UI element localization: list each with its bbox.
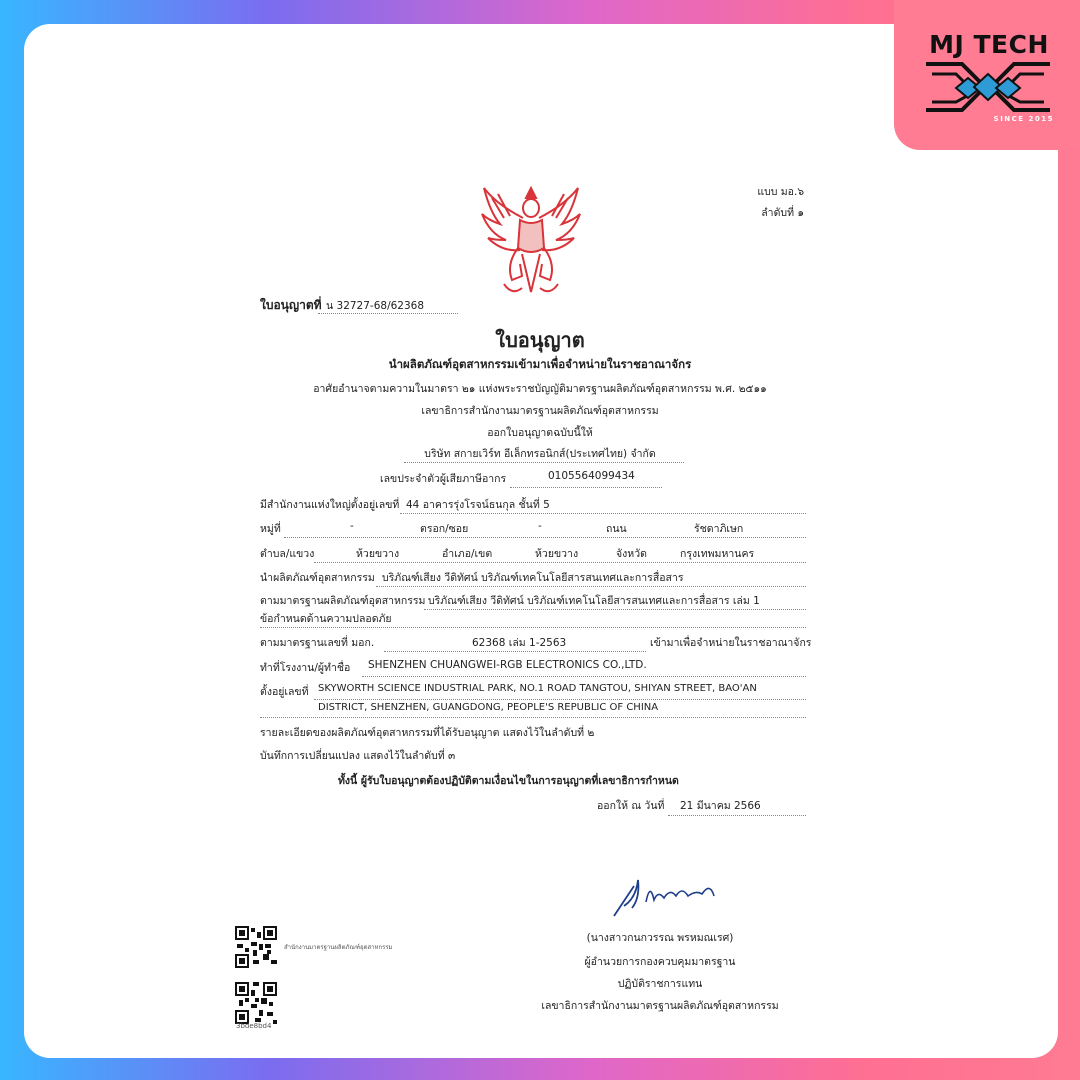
date-value: 21 มีนาคม 2566 <box>680 800 761 812</box>
moo-line <box>284 537 806 538</box>
license-number-label: ใบอนุญาตที่ <box>260 298 322 312</box>
form-number: แบบ มอ.๖ <box>757 186 804 198</box>
office-small-label: สำนักงานมาตรฐานผลิตภัณฑ์อุตสาหกรรม <box>284 944 393 951</box>
company-line <box>404 462 684 463</box>
tis-label: ตามมาตรฐานเลขที่ มอก. <box>260 637 375 649</box>
standard-line <box>424 609 806 610</box>
subdistrict-value: ห้วยขวาง <box>356 548 400 560</box>
signatory-position-3: เลขาธิการสำนักงานมาตรฐานผลิตภัณฑ์อุตสาหกรรม <box>541 1000 779 1012</box>
license-title: ใบอนุญาต <box>495 328 585 352</box>
tax-id-line <box>510 487 662 488</box>
factory-line <box>362 676 806 677</box>
moo-value: - <box>350 520 354 532</box>
product-value: บริภัณฑ์เสียง วีดิทัศน์ บริภัณฑ์เทคโนโลยีสารสนเทศและการสื่อสาร <box>382 572 684 584</box>
brand-since: SINCE 2015 <box>993 115 1054 123</box>
signatory-position-2: ปฏิบัติราชการแทน <box>617 978 703 990</box>
authority-line: อาศัยอำนาจตามความในมาตรา ๒๑ แห่งพระราชบัญญัติมาตรฐานผลิตภัณฑ์อุตสาหกรรม พ.ศ. ๒๕๑๑ <box>313 383 767 395</box>
soi-label: ตรอก/ซอย <box>420 523 469 535</box>
detail-line: รายละเอียดของผลิตภัณฑ์อุตสาหกรรมที่ได้รับอนุญาต แสดงไว้ในลำดับที่ ๒ <box>260 727 595 739</box>
hq-label: มีสำนักงานแห่งใหญ่ตั้งอยู่เลขที่ <box>260 499 400 511</box>
standard-line-2 <box>260 627 806 628</box>
secretary-line: เลขาธิการสำนักงานมาตรฐานผลิตภัณฑ์อุตสาหกรรม <box>421 405 659 417</box>
tax-id-value: 0105564099434 <box>548 470 635 482</box>
road-label: ถนน <box>606 523 627 535</box>
moo-label: หมู่ที่ <box>260 523 281 535</box>
factory-value: SHENZHEN CHUANGWEI-RGB ELECTRONICS CO.,LTD. <box>368 659 647 671</box>
hq-value: 44 อาคารรุ่งโรจน์ธนกุล ชั้นที่ 5 <box>406 499 550 511</box>
district-label: อำเภอ/เขต <box>442 548 493 560</box>
condition-line: ทั้งนี้ ผู้รับใบอนุญาตต้องปฏิบัติตามเงื่อนไขในการอนุญาตที่เลขาธิการกำหนด <box>338 775 679 787</box>
qr-code-icon <box>235 926 277 968</box>
tis-suffix: เข้ามาเพื่อจำหน่ายในราชอาณาจักร <box>650 637 812 649</box>
tis-line <box>384 651 646 652</box>
product-label: นำผลิตภัณฑ์อุตสาหกรรม <box>260 572 375 584</box>
address-line-2: DISTRICT, SHENZHEN, GUANGDONG, PEOPLE'S REPUBLIC OF CHINA <box>318 702 659 713</box>
license-subtitle: นำผลิตภัณฑ์อุตสาหกรรมเข้ามาเพื่อจำหน่ายในราชอาณาจักร <box>388 357 692 371</box>
subdistrict-label: ตำบล/แขวง <box>260 548 315 560</box>
standard-value-2: ข้อกำหนดด้านความปลอดภัย <box>260 613 392 625</box>
address-label: ตั้งอยู่เลขที่ <box>260 686 309 698</box>
province-label: จังหวัด <box>616 548 647 560</box>
subdistrict-line <box>314 562 806 563</box>
company-name: บริษัท สกายเวิร์ท อีเล็กทรอนิกส์(ประเทศไทย) จำกัด <box>424 448 656 460</box>
standard-label: ตามมาตรฐานผลิตภัณฑ์อุตสาหกรรม <box>260 595 426 607</box>
tis-value: 62368 เล่ม 1-2563 <box>472 637 567 649</box>
license-number-value: น 32727-68/62368 <box>326 300 425 312</box>
standard-value: บริภัณฑ์เสียง วีดิทัศน์ บริภัณฑ์เทคโนโลยีสารสนเทศและการสื่อสาร เล่ม 1 <box>428 595 760 607</box>
address-line-b <box>260 717 806 718</box>
garuda-emblem-icon <box>476 184 586 300</box>
issue-line: ออกใบอนุญาตฉบับนี้ให้ <box>487 427 593 439</box>
qr-code-icon <box>235 982 277 1024</box>
tax-id-label: เลขประจำตัวผู้เสียภาษีอากร <box>380 473 507 485</box>
signatory-name: (นางสาวกนกวรรณ พรหมณเรศ) <box>586 932 734 944</box>
address-line-1: SKYWORTH SCIENCE INDUSTRIAL PARK, NO.1 ROAD TANGTOU, SHIYAN STREET, BAO'AN <box>318 683 757 694</box>
hq-line <box>400 513 806 514</box>
product-line <box>376 586 806 587</box>
soi-value: - <box>538 520 542 532</box>
date-line <box>668 815 806 816</box>
date-label: ออกให้ ณ วันที่ <box>597 800 665 812</box>
signature-mark <box>606 872 726 922</box>
license-number-line <box>318 313 458 314</box>
qr-code-id: 3bde8bd4 <box>236 1022 272 1030</box>
district-value: ห้วยขวาง <box>535 548 579 560</box>
signatory-position-1: ผู้อำนวยการกองควบคุมมาตรฐาน <box>584 956 736 968</box>
factory-label: ทำที่โรงงาน/ผู้ทำชื่อ <box>260 662 351 674</box>
province-value: กรุงเทพมหานคร <box>680 548 755 560</box>
road-value: รัชดาภิเษก <box>694 523 744 535</box>
brand-name: MJ TECH <box>929 30 1049 59</box>
form-sequence: ลำดับที่ ๑ <box>761 207 804 219</box>
address-line-a <box>314 699 806 700</box>
change-line: บันทึกการเปลี่ยนแปลง แสดงไว้ในลำดับที่ ๓ <box>260 750 456 762</box>
